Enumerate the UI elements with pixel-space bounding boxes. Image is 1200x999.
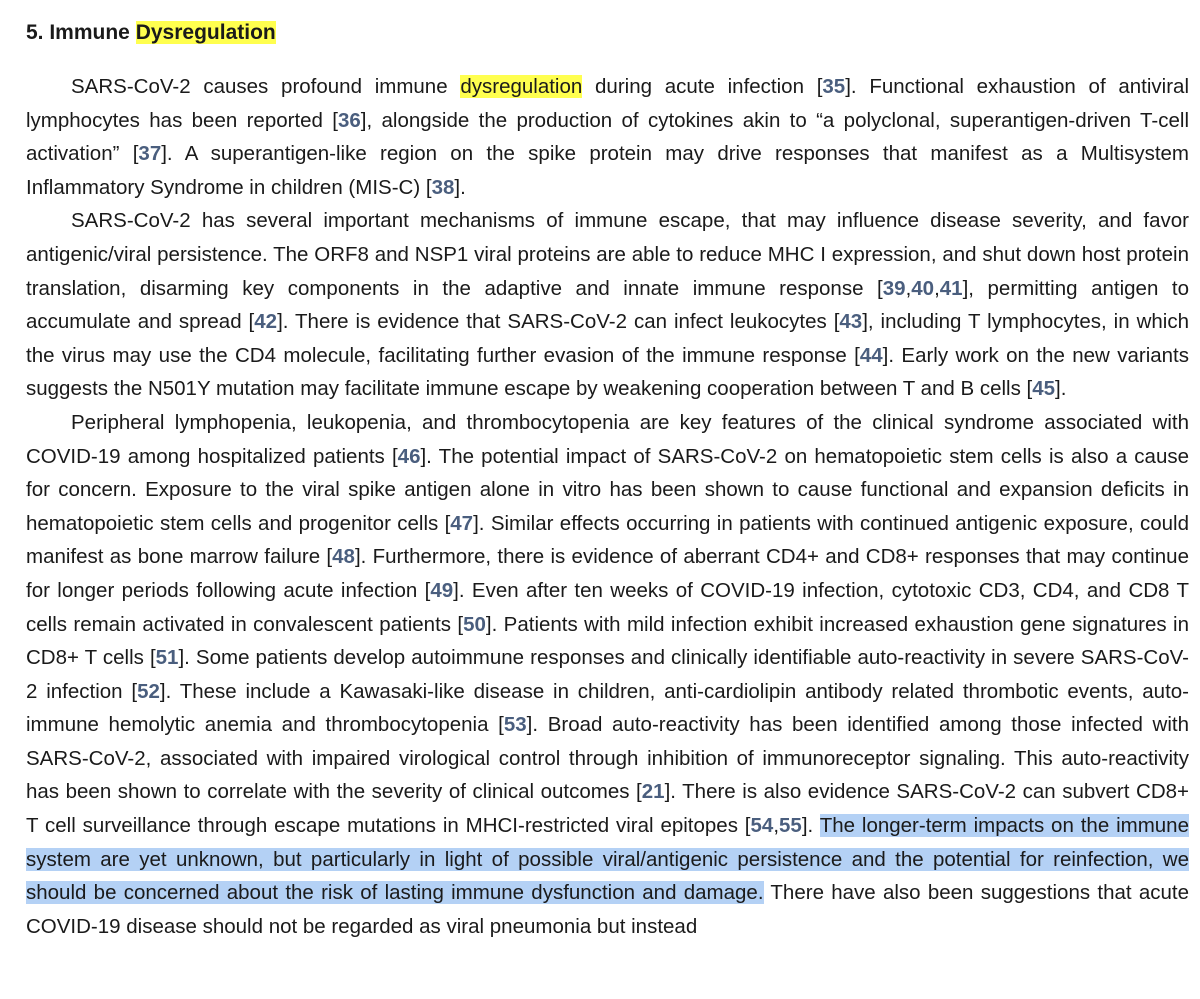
body-text-run: ]. Early work on the new variants suggests the N501Y mutation may facilitate immune escape by weakening cooperation between T and B cells [ [26, 343, 1190, 401]
body-text-run: ], permitting antigen to accumulate and spread [ [26, 276, 1189, 334]
selected-text[interactable]: The longer-term impacts on the immune system are yet unknown, but particularly in light of possible viral/antigenic persistence and the potential for reinfection, we should be concerned about the risk of lasting immune dysfunction and damage. [26, 814, 1189, 905]
body-text-run: ]. Some patients develop autoimmune responses and clinically identifiable auto-reactivity in severe SARS-CoV-2 infection [ [26, 646, 1189, 703]
body-text-run: There have also been suggestions that acute COVID-19 disease should not be regarded as viral pneumonia but instead [26, 881, 1189, 938]
citation-link[interactable]: 47 [450, 511, 474, 535]
citation-link[interactable]: 35 [822, 75, 846, 98]
citation-link[interactable]: 21 [641, 780, 665, 804]
body-text-run: SARS-CoV-2 has several important mechanisms of immune escape, that may influence disease severity, and favor antigenic/viral persistence. The ORF8 and NSP1 viral proteins are able to reduce MHC I expression, and shut down host protein translation, disarming key components in the adaptive and innate immune response [ [26, 209, 1189, 300]
body-text-run: , [905, 276, 912, 300]
body-paragraph [26, 70, 1189, 204]
body-paragraph [26, 204, 1189, 406]
body-text-run: during acute infection [ [582, 75, 823, 98]
citation-link[interactable]: 36 [337, 108, 361, 132]
citation-link[interactable]: 53 [503, 713, 527, 737]
body-text-run: SARS-CoV-2 causes profound immune [71, 75, 461, 98]
citation-link[interactable]: 37 [138, 142, 162, 166]
citation-link[interactable]: 41 [939, 276, 963, 300]
body-text-run: ]. Broad auto-reactivity has been identified among those infected with SARS-CoV-2, associated with impaired virological control through inhibition of immunoreceptor signaling. This auto-reactivity has been shown to correlate with the severity of clinical outcomes [ [26, 713, 1189, 804]
citation-link[interactable]: 39 [882, 276, 906, 300]
article-section [26, 0, 1189, 943]
citation-link[interactable]: 51 [155, 646, 179, 670]
citation-link[interactable]: 44 [859, 343, 883, 367]
body-text-run: ]. The potential impact of SARS-CoV-2 on hematopoietic stem cells is also a cause for concern. Exposure to the viral spike antigen alone in vitro has been shown to cause functional and expansion deficits in hematopoietic stem cells and progenitor cells [ [26, 444, 1189, 535]
body-text-run: , [934, 276, 940, 300]
body-text-run: ]. Patients with mild infection exhibit increased exhaustion gene signatures in CD8+ T cells [ [26, 612, 1189, 670]
body-text-run: ]. [801, 814, 820, 838]
citation-link[interactable]: 48 [332, 545, 355, 569]
body-text-run: ], including T lymphocytes, in which the virus may use the CD4 molecule, facilitating further evasion of the immune response [ [26, 310, 1189, 367]
body-text-run: ]. Similar effects occurring in patients with continued antigenic exposure, could manifest as bone marrow failure [ [26, 511, 1189, 569]
section-body [26, 70, 1189, 943]
citation-link[interactable]: 38 [431, 175, 455, 199]
citation-link[interactable]: 54 [750, 814, 774, 838]
citation-link[interactable]: 42 [254, 310, 278, 334]
body-text-run: Peripheral lymphopenia, leukopenia, and thrombocytopenia are key features of the clinical syndrome associated with COVID-19 among hospitalized patients [ [26, 410, 1189, 468]
citation-link[interactable]: 50 [463, 612, 486, 636]
body-text-run: ]. [454, 175, 466, 199]
body-text-run: ]. Even after ten weeks of COVID-19 infection, cytotoxic CD3, CD4, and CD8 T cells remain activated in convalescent patients [ [26, 578, 1189, 636]
body-text-run: ]. There is also evidence SARS-CoV-2 can subvert CD8+ T cell surveillance through escape mutations in MHCI-restricted viral epitopes [ [26, 780, 1189, 838]
citation-link[interactable]: 49 [430, 578, 454, 602]
citation-link[interactable]: 46 [397, 444, 421, 468]
section-heading [26, 0, 1189, 70]
body-text-run: ]. Furthermore, there is evidence of aberrant CD4+ and CD8+ responses that may continue for longer periods following acute infection [ [26, 545, 1189, 602]
citation-link[interactable]: 43 [839, 310, 863, 334]
section-heading-highlight: Dysregulation [135, 21, 276, 44]
body-text-run: ]. [1055, 377, 1067, 401]
body-text-run: ], alongside the production of cytokines akin to “a polyclonal, superantigen-driven T-cell activation” [ [26, 108, 1189, 166]
body-text-run: ]. Functional exhaustion of antiviral lymphocytes has been reported [ [26, 75, 1190, 132]
body-text-run: ]. These include a Kawasaki-like disease in children, anti-cardiolipin antibody related thrombotic events, auto-immune hemolytic anemia and thrombocytopenia [ [26, 679, 1189, 737]
search-highlight: dysregulation [460, 75, 583, 98]
citation-link[interactable]: 40 [911, 276, 935, 300]
body-paragraph [26, 406, 1189, 944]
citation-link[interactable]: 55 [779, 814, 802, 838]
body-text-run: ]. A superantigen-like region on the spike protein may drive responses that manifest as a Multisystem Inflammatory Syndrome in children (MIS-C) [ [26, 142, 1189, 199]
section-heading-number: 5. Immune [26, 21, 136, 44]
citation-link[interactable]: 45 [1032, 377, 1056, 401]
body-text-run: ]. There is evidence that SARS-CoV-2 can infect leukocytes [ [277, 310, 840, 334]
citation-link[interactable]: 52 [137, 679, 160, 703]
body-text-run: , [773, 814, 780, 838]
